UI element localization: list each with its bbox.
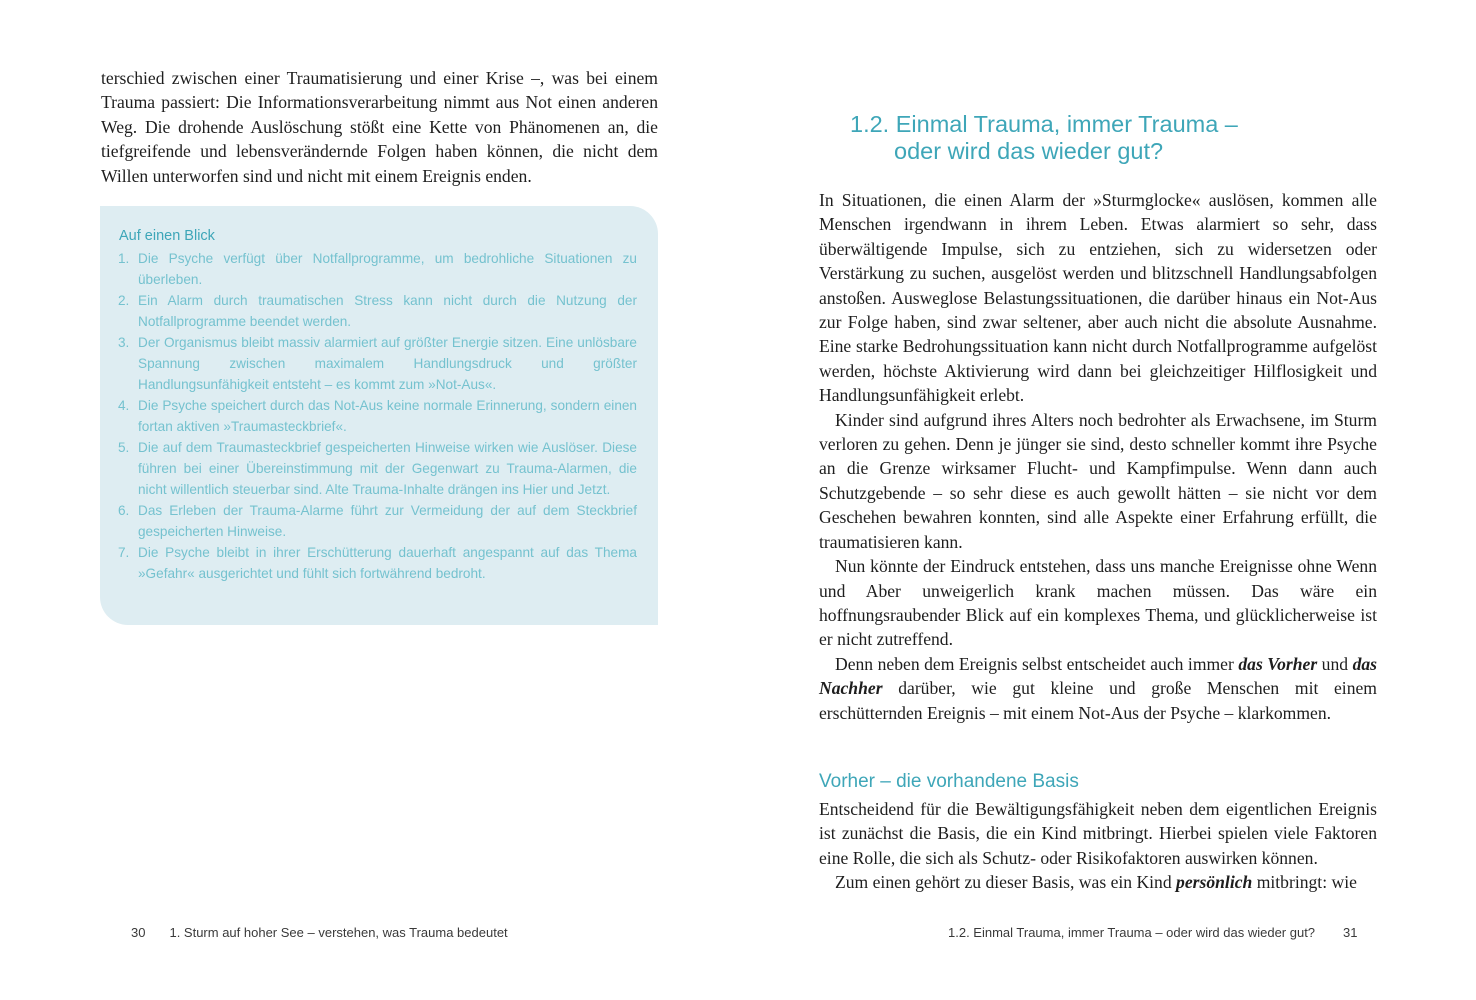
list-item <box>118 500 637 542</box>
item-text: Ein Alarm durch traumatischen Stress kann nicht durch die Nutzung der Notfallprogramme beendet werden. <box>138 293 637 329</box>
paragraph: In Situationen, die einen Alarm der »Sturmglocke« auslösen, kommen alle Menschen irgendwann in ihrem Leben. Etwas alarmiert so sehr, dass überwältigende Impulse, sich zu entziehen, sich zu widersetzen oder Verstärkung zu suchen, ausgelöst werden und blitzschnell Handlungsabfolgen anstoßen. Ausweglose Belastungssituationen, die darüber hinaus ein Not-Aus zur Folge haben, sind zwar seltener, aber auch nicht die absolute Ausnahme. Eine starke Bedrohungssituation kann nicht durch Notfallprogramme aufgelöst werden, höchste Aktivierung wird dann bei gleichzeitiger Hilflosigkeit und Handlungsunfähigkeit erlebt. <box>819 190 1377 406</box>
item-text: Die Psyche bleibt in ihrer Erschütterung dauerhaft angespannt auf das Thema »Gefahr« ausgerichtet und fühlt sich fortwährend bedroht. <box>138 545 637 581</box>
left-body-text <box>101 66 658 188</box>
heading-line-2: oder wird das wieder gut? <box>894 138 1164 164</box>
item-text: Die Psyche speichert durch das Not-Aus keine normale Erinnerung, sondern einen fortan aktiven »Traumasteckbrief«. <box>138 398 637 434</box>
text-run: Zum einen gehört zu dieser Basis, was ein Kind <box>835 872 1177 893</box>
paragraph <box>819 870 1377 894</box>
summary-box <box>100 206 658 625</box>
item-number: 6. <box>118 503 130 518</box>
paragraph <box>819 652 1377 725</box>
text-run: darüber, wie gut kleine und große Menschen mit einem erschütternden Ereignis – mit einem Not-Aus der Psyche – klarkommen. <box>819 678 1377 723</box>
item-text: Der Organismus bleibt massiv alarmiert auf größter Energie sitzen. Eine unlösbare Spannung zwischen maximalem Handlungsdruck und größter Handlungsunfähigkeit entsteht – es kommt zum »Not-Aus«. <box>138 335 637 392</box>
right-page <box>738 0 1476 1000</box>
running-title: 1.2. Einmal Trauma, immer Trauma – oder wird das wieder gut? <box>948 925 1316 940</box>
summary-title: Auf einen Blick <box>119 228 215 244</box>
emphasis: das Nachher <box>819 653 1378 699</box>
item-number: 5. <box>118 440 130 455</box>
item-number: 4. <box>118 398 130 413</box>
item-number: 3. <box>118 335 130 350</box>
text-run: Denn neben dem Ereignis selbst entscheidet auch immer <box>835 653 1239 674</box>
emphasis: persönlich <box>1176 872 1253 893</box>
item-text: Das Erleben der Trauma-Alarme führt zur Vermeidung der auf dem Steckbrief gespeicherten Hinweise. <box>138 503 637 539</box>
emphasis: das Vorher <box>1238 653 1318 674</box>
paragraph: Entscheidend für die Bewältigungsfähigkeit neben dem eigentlichen Ereignis ist zunächst die Basis, die ein Kind mitbringt. Hierbei spielen viele Faktoren eine Rolle, die sich als Schutz- oder Risikofaktoren auswirken können. <box>819 799 1377 868</box>
footer-right <box>948 925 1358 940</box>
list-item <box>118 437 637 500</box>
list-item <box>118 395 637 437</box>
list-item <box>118 332 637 395</box>
page-number: 30 <box>131 925 146 940</box>
page-number: 31 <box>1343 925 1358 940</box>
right-body-text <box>819 188 1377 725</box>
summary-list <box>118 248 637 584</box>
chapter-heading <box>850 111 1238 165</box>
item-number: 1. <box>118 251 130 266</box>
list-item <box>118 248 637 290</box>
text-run: mitbringt: wie <box>1252 872 1357 893</box>
item-number: 7. <box>118 545 130 560</box>
right-body-text-2 <box>819 797 1377 895</box>
list-item <box>118 290 637 332</box>
paragraph: Kinder sind aufgrund ihres Alters noch bedrohter als Erwachsene, im Sturm verloren zu gehen. Denn je jünger sie sind, desto schneller kommt ihre Psyche an die Grenze wirksamer Flucht- und Kampfimpulse. Wenn dann auch Schutzgebende – so sehr diese es auch gewollt hätten – sie nicht vor dem Geschehen bewahren konnten, sind alle Aspekte einer Erfahrung erfüllt, die traumatisieren kann. <box>819 409 1377 552</box>
footer-left <box>131 925 508 940</box>
paragraph: Nun könnte der Eindruck entstehen, dass uns manche Ereignisse ohne Wenn und Aber unweigerlich krank machen müssen. Das wäre ein hoffnungsraubender Blick auf ein komplexes Thema, und glücklicherweise ist er nicht zutreffend. <box>819 556 1377 650</box>
section-subheading: Vorher – die vorhandene Basis <box>819 771 1079 792</box>
item-text: Die Psyche verfügt über Notfallprogramme, um bedrohliche Situationen zu überleben. <box>138 251 637 287</box>
item-text: Die auf dem Traumasteckbrief gespeicherten Hinweise wirken wie Auslöser. Diese führen bei einer Übereinstimmung mit der Gegenwart zu Trauma-Alarmen, die nicht willentlich steuerbar sind. Alte Trauma-Inhalte drängen ins Hier und Jetzt. <box>138 440 637 497</box>
list-item <box>118 542 637 584</box>
text-run: und <box>1317 653 1353 674</box>
heading-line-1: 1.2. Einmal Trauma, immer Trauma – <box>850 111 1238 137</box>
running-title: 1. Sturm auf hoher See – verstehen, was Trauma bedeutet <box>169 925 508 940</box>
item-number: 2. <box>118 293 130 308</box>
paragraph: terschied zwischen einer Traumatisierung und einer Krise –, was bei einem Trauma passiert: Die Informationsverarbeitung nimmt aus Not einen anderen Weg. Die drohende Auslöschung stößt eine Kette von Phänomenen an, die tiefgreifende und lebensverändernde Folgen haben können, die nicht dem Willen unterworfen sind und nicht mit einem Ereignis enden. <box>101 68 658 186</box>
